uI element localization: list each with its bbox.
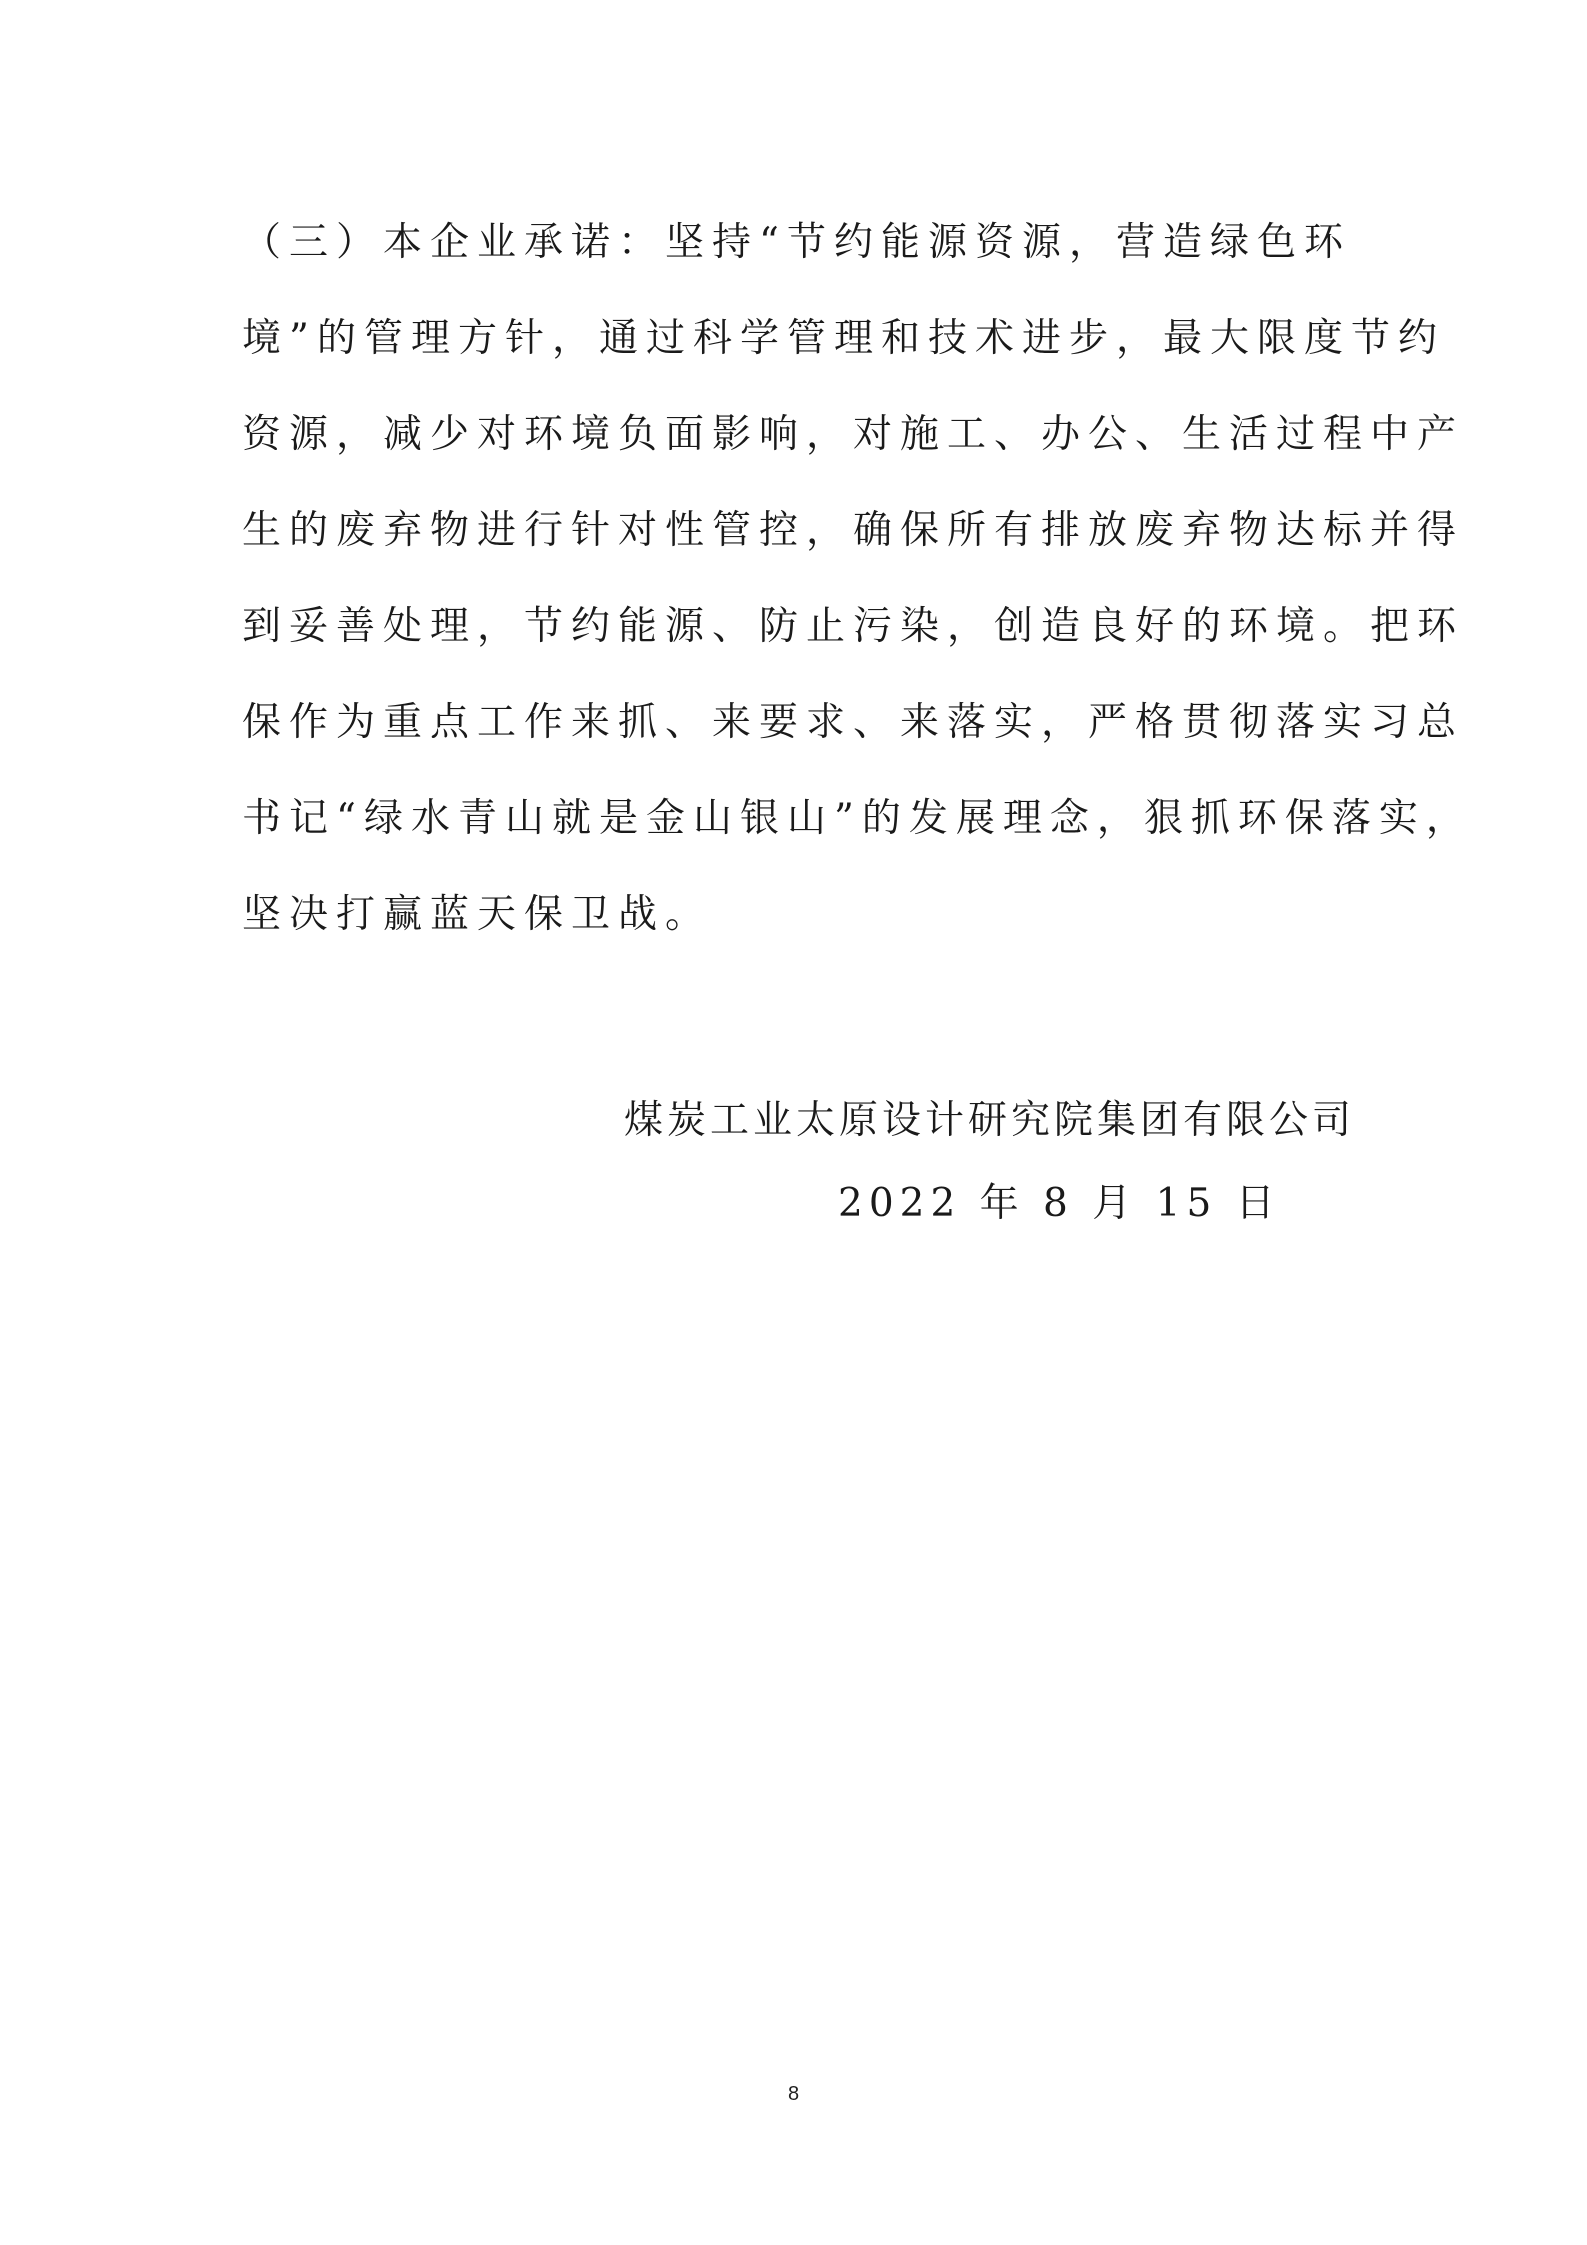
commitment-paragraph	[242, 208, 1473, 976]
page-number: 8	[787, 2083, 800, 2105]
paragraph-line: 书记“绿水青山就是金山银山”的发展理念，狠抓环保落实，	[242, 796, 1473, 841]
paragraph-line: 资源，减少对环境负面影响，对施工、办公、生活过程中产	[242, 412, 1465, 457]
paragraph-line: （三）本企业承诺：坚持“节约能源资源，营造绿色环	[242, 220, 1351, 265]
signature-organization: 煤炭工业太原设计研究院集团有限公司	[624, 1098, 1356, 1143]
paragraph-line: 坚决打赢蓝天保卫战。	[242, 892, 713, 937]
paragraph-line: 保作为重点工作来抓、来要求、来落实，严格贯彻落实习总	[242, 700, 1465, 745]
paragraph-line: 境”的管理方针，通过科学管理和技术进步，最大限度节约	[242, 316, 1445, 361]
paragraph-line: 到妥善处理，节约能源、防止污染，创造良好的环境。把环	[242, 604, 1465, 649]
signature-date: 2022 年 8 月 15 日	[838, 1181, 1281, 1226]
paragraph-line: 生的废弃物进行针对性管控，确保所有排放废弃物达标并得	[242, 508, 1465, 553]
